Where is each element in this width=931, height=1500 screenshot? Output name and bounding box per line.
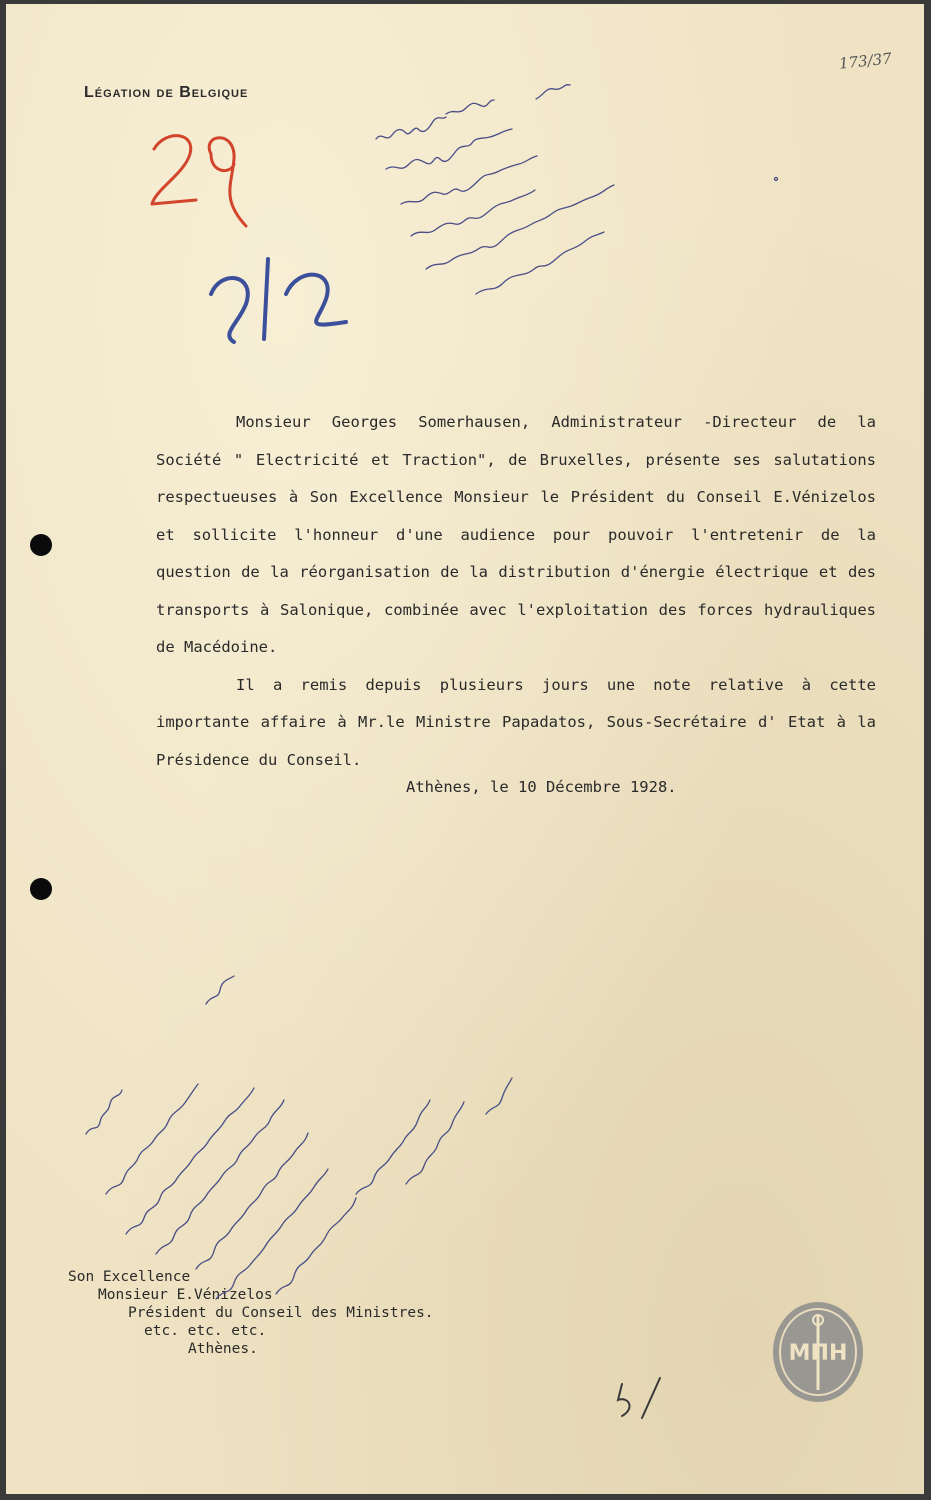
addressee-line: Monsieur E.Vénizelos (98, 1287, 273, 1303)
bottom-pencil-mark (618, 1378, 660, 1418)
addressee-line: etc. etc. etc. (144, 1323, 267, 1339)
red-pencil-number (152, 136, 246, 226)
addressee-line: Président du Conseil des Ministres. (128, 1305, 434, 1321)
blue-pencil-number (211, 259, 346, 342)
handwritten-note-bottom (86, 976, 512, 1299)
body-paragraph: Il a remis depuis plusieurs jours une note relative à cette importante affaire à Mr.le Ministre Papadatos, Sous-Secrétaire d' Etat à la Présidence du Conseil. (156, 675, 876, 769)
body-paragraph: Monsieur Georges Somerhausen, Administrateur -Directeur de la Société " Electricité et Traction", de Bruxelles, présente ses salutations respectueuses à Son Excellence Monsieur le Président du Conseil E.Vénizelos et sollicite l'honneur d'une audience pour pouvoir l'entretenir de la question de la réorganisation de la distribution d'énergie électrique et des transports à Salonique, combinée avec l'exploitation des forces hydrauliques de Macédoine. (156, 413, 876, 656)
letterhead: Légation de Belgique (84, 84, 249, 101)
reference-number: 173/37 (838, 49, 893, 73)
document-page (6, 4, 924, 1494)
addressee-line: Athènes. (188, 1341, 258, 1357)
archive-seal-icon (771, 1300, 865, 1404)
svg-text:ΜΠΗ: ΜΠΗ (788, 1341, 848, 1366)
handwritten-annotations (6, 4, 924, 1494)
addressee-line: Son Excellence (68, 1269, 191, 1285)
date-line: Athènes, le 10 Décembre 1928. (406, 778, 677, 796)
handwritten-note-top (376, 85, 778, 294)
